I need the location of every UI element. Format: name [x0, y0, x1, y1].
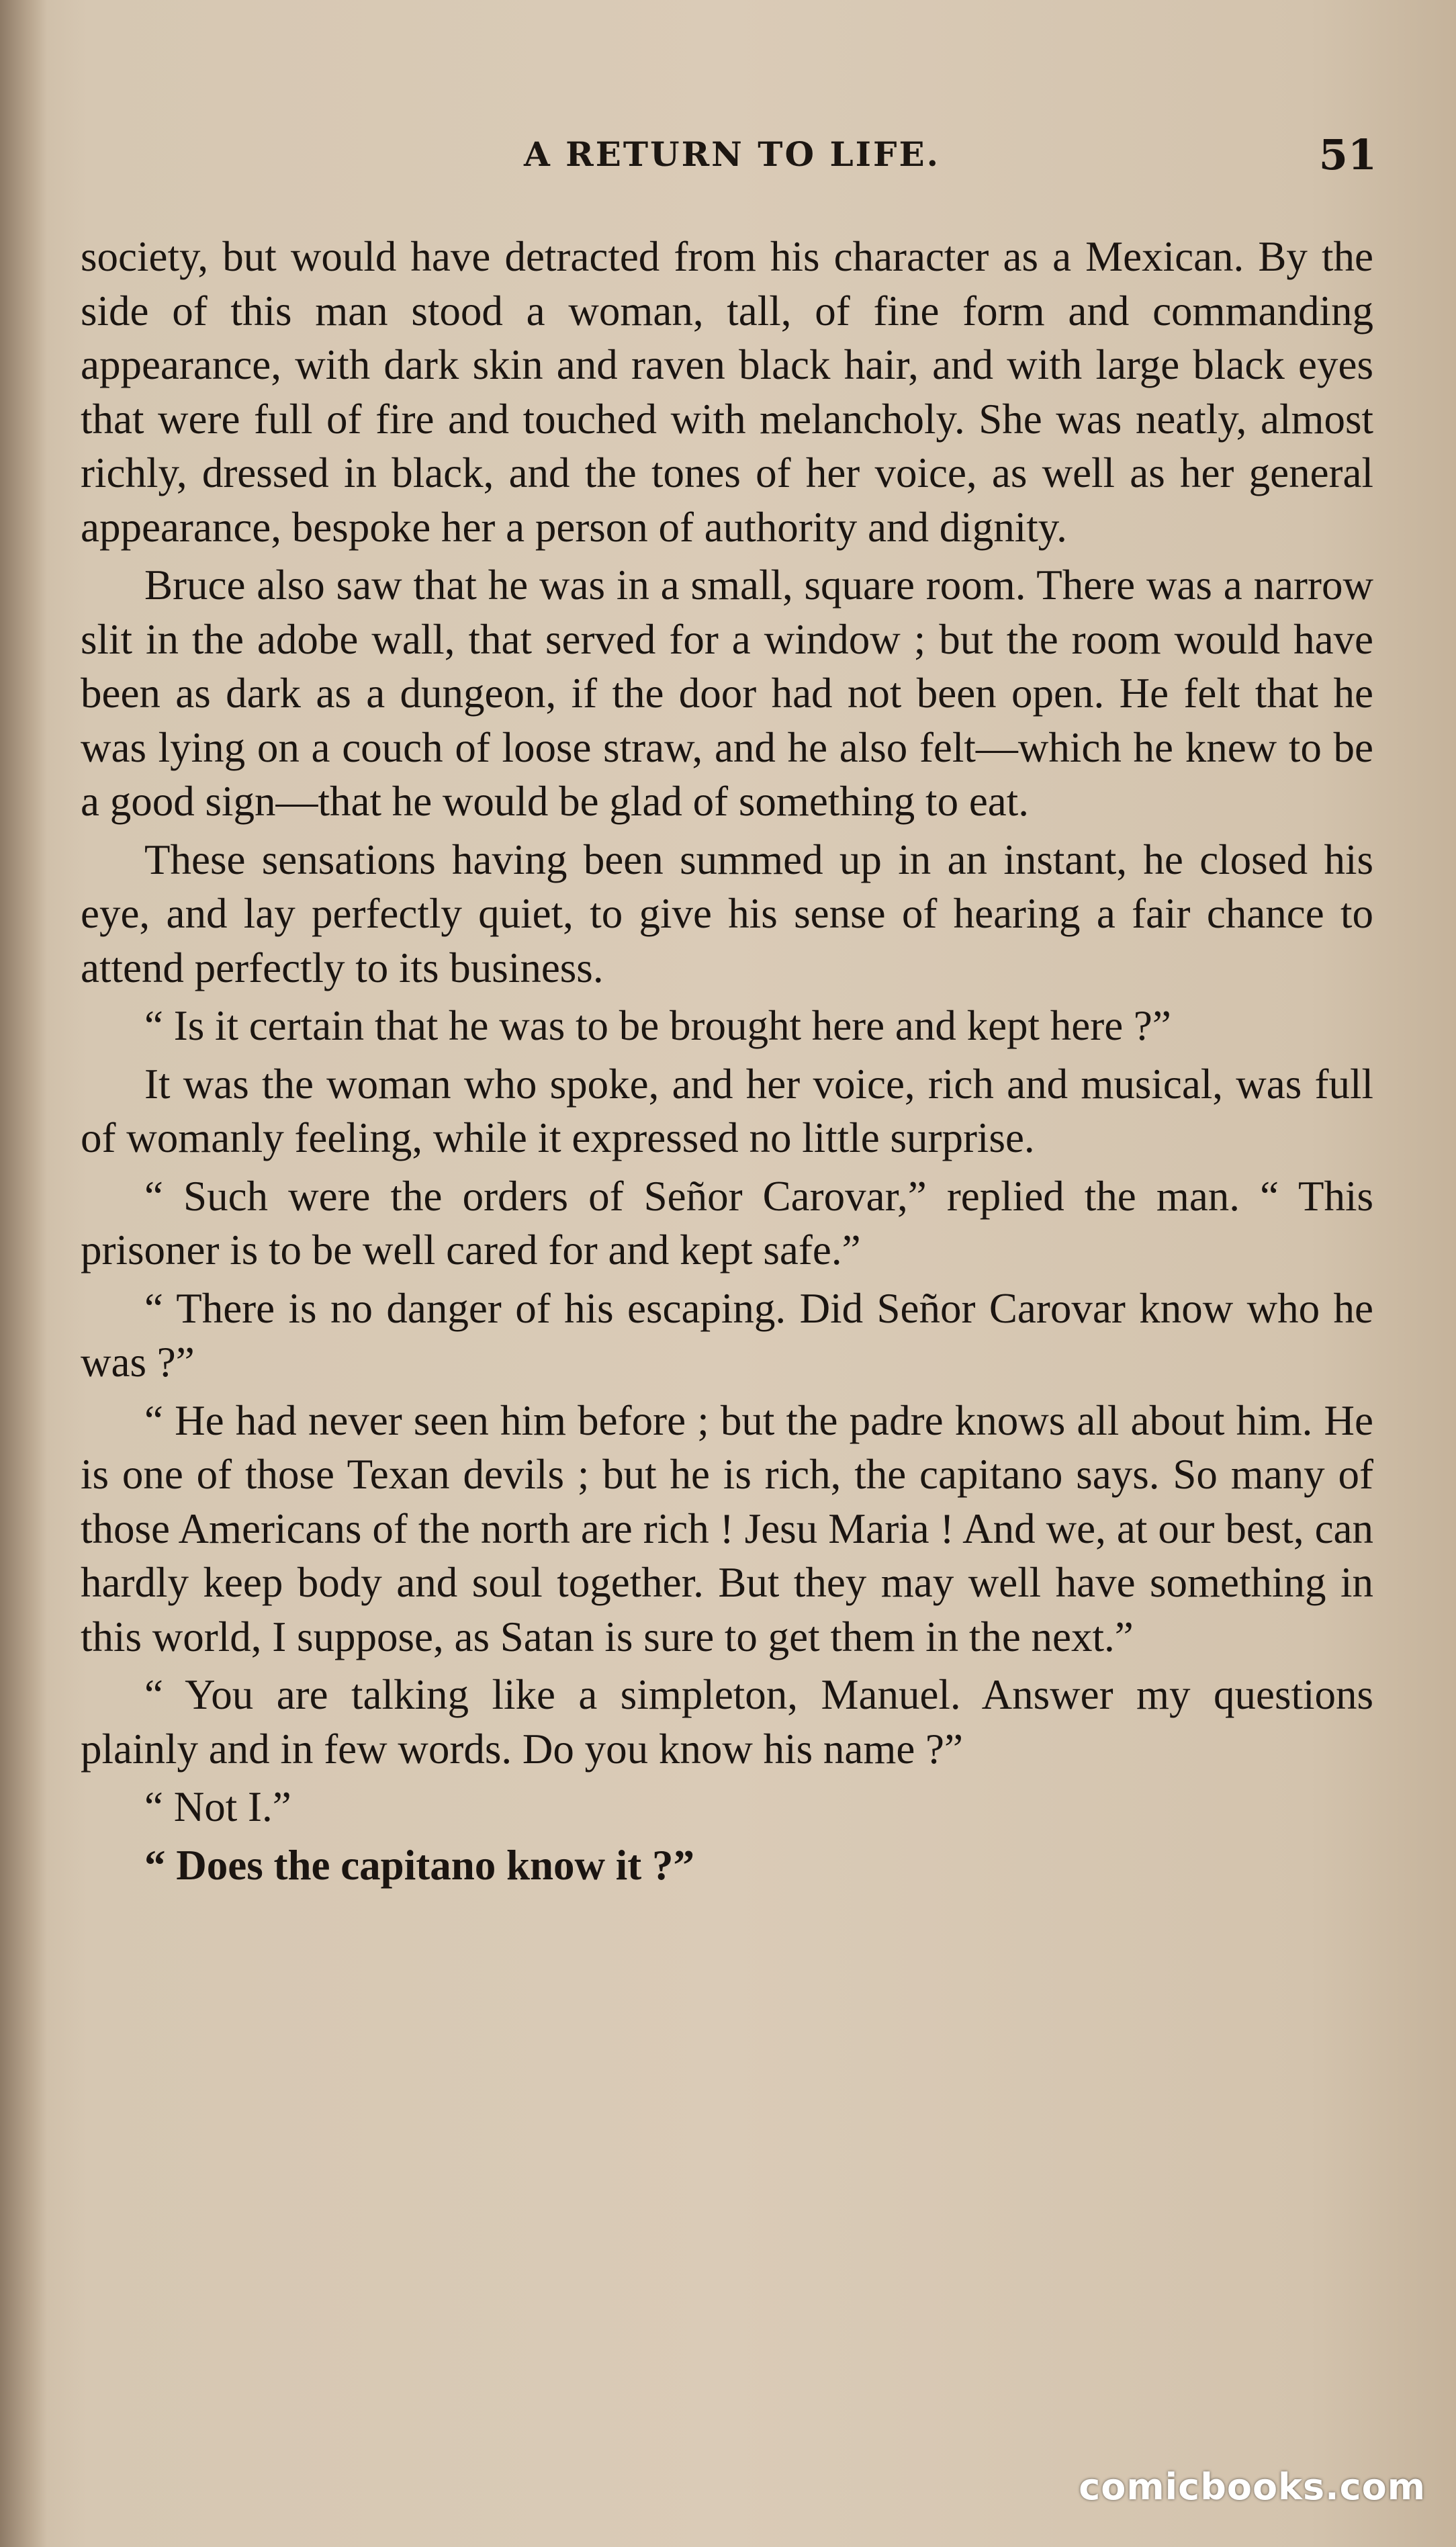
paragraph: “ He had never seen him before ; but the padre knows all about him. He is one of those Texan devils ; but he is rich, the capitano says. So many of those Americans of the north are rich ! Jesu Maria ! And we, at our best, can hardly keep body and soul together. But they may well have something in this world, I suppose, as Satan is sure to get them in the next.”: [81, 1396, 1373, 1660]
page-header: [87, 130, 1377, 195]
paragraph: “ Does the capitano know it ?”: [144, 1841, 695, 1889]
page-number: 51: [1318, 130, 1377, 179]
paragraph: society, but would have detracted from his character as a Mexican. By the side of this man stood a woman, tall, of fine form and commanding appearance, with dark skin and raven black hair, and with large black eyes that were full of fire and touched with melancholy. She was neatly, almost richly, dressed in black, and the tones of her voice, as well as her general appearance, bespoke her a person of authority and dignity.: [81, 233, 1373, 551]
watermark: comicbooks.com: [1079, 2466, 1426, 2508]
running-head: A RETURN TO LIFE.: [523, 134, 941, 174]
paragraph: “ Such were the orders of Señor Carovar,” replied the man. “ This prisoner is to be well cared for and kept safe.”: [81, 1172, 1373, 1274]
paragraph: These sensations having been summed up in an instant, he closed his eye, and lay perfectly quiet, to give his sense of hearing a fair chance to attend perfectly to its business.: [81, 836, 1373, 991]
paragraph: “ Is it certain that he was to be brought here and kept here ?”: [144, 1002, 1171, 1049]
paragraph: It was the woman who spoke, and her voice, rich and musical, was full of womanly feeling, while it expressed no little surprise.: [81, 1060, 1373, 1161]
paragraph: “ Not I.”: [144, 1783, 291, 1830]
paragraph: “ There is no danger of his escaping. Did Señor Carovar know who he was ?”: [81, 1284, 1373, 1386]
paragraph: Bruce also saw that he was in a small, square room. There was a narrow slit in the adobe wall, that served for a window ; but the room would have been as dark as a dungeon, if the door had not been open. He felt that he was lying on a couch of loose straw, and he also felt—which he knew to be a good sign—that he would be glad of something to eat.: [81, 562, 1373, 825]
paragraph: “ You are talking like a simpleton, Manuel. Answer my questions plainly and in few words. Do you know his name ?”: [81, 1671, 1373, 1773]
body-text: [81, 230, 1373, 1896]
